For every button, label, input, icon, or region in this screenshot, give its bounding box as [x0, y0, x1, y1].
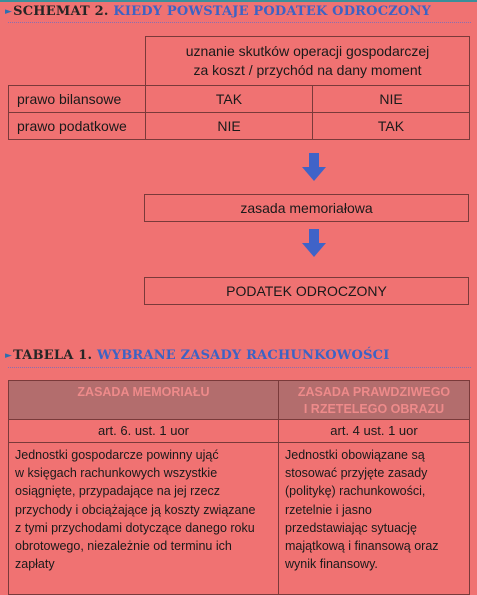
schemat-underline [8, 22, 471, 23]
tabela-heading: WYBRANE ZASADY RACHUNKOWOŚCI [96, 348, 390, 363]
text-line: przychody i obciążające ją koszty związane [15, 502, 256, 517]
column-header-prawdziwego-obrazu [279, 381, 470, 420]
schemat-header-cell [146, 37, 470, 86]
cell-value: TAK [313, 113, 470, 140]
text-line: stosować przyjęte zasady [285, 466, 428, 481]
text-line: w księgach rachunkowych wszystkie [15, 466, 218, 481]
column-header-text: ZASADA PRAWDZIWEGO [297, 385, 451, 399]
legal-reference: art. 6. ust. 1 uor [9, 420, 279, 443]
tabela-underline [8, 367, 471, 368]
header-line-2: za koszt / przychód na dany moment [193, 62, 422, 78]
text-line: (politykę) rachunkowości, [285, 484, 426, 499]
schemat-header-row [9, 37, 470, 86]
schemat-heading: KIEDY POWSTAJE PODATEK ODROCZONY [113, 4, 432, 19]
zasada-memorialowa-box: zasada memoriałowa [144, 194, 469, 222]
table-row [9, 443, 470, 595]
text-line: zapłaty [15, 557, 55, 572]
podatek-odroczony-box: PODATEK ODROCZONY [144, 277, 469, 305]
header-line-1: uznanie skutków operacji gospodarczej [185, 43, 430, 59]
column-header-memorialu [9, 381, 279, 420]
text-line: rzetelnie i jasno [285, 502, 372, 517]
row-label: prawo podatkowe [9, 113, 146, 140]
down-arrow-icon [302, 229, 326, 259]
triangle-bullet-icon: ► [5, 7, 13, 17]
schemat-table [8, 36, 470, 140]
text-line: Jednostki gospodarcze powinny ująć [15, 448, 219, 462]
table-header-row [9, 381, 470, 420]
cell-value: NIE [146, 113, 313, 140]
schemat-label: SCHEMAT 2. [13, 4, 109, 19]
schemat-title [5, 4, 431, 19]
text-line: przedstawiając sytuację [285, 520, 418, 535]
zasady-table [8, 380, 470, 595]
text-line: Jednostki obowiązane są [285, 448, 425, 462]
top-rule [0, 0, 477, 2]
down-arrow-icon [302, 153, 326, 183]
principle-description [279, 443, 470, 595]
text-line: z tymi przychodami dotyczące danego roku [15, 520, 255, 535]
cell-value: TAK [146, 86, 313, 113]
cell-value: NIE [313, 86, 470, 113]
principle-description [9, 443, 279, 595]
text-line: wynik finansowy. [285, 557, 378, 572]
triangle-bullet-icon: ► [5, 351, 13, 361]
column-header-text: I RZETELEGO OBRAZU [303, 402, 445, 416]
tabela-label: TABELA 1. [13, 348, 93, 363]
table-row [9, 420, 470, 443]
legal-reference: art. 4 ust. 1 uor [279, 420, 470, 443]
empty-corner-cell [9, 37, 146, 86]
table-row [9, 86, 470, 113]
row-label: prawo bilansowe [9, 86, 146, 113]
text-line: obrotowego, niezależnie od terminu ich [15, 539, 232, 554]
table-row [9, 113, 470, 140]
tabela-title [5, 348, 390, 363]
column-header-text: ZASADA MEMORIAŁU [77, 385, 210, 399]
text-line: majątkową i finansową oraz [285, 539, 439, 554]
text-line: osiągnięte, przypadające na jej rzecz [15, 484, 220, 499]
